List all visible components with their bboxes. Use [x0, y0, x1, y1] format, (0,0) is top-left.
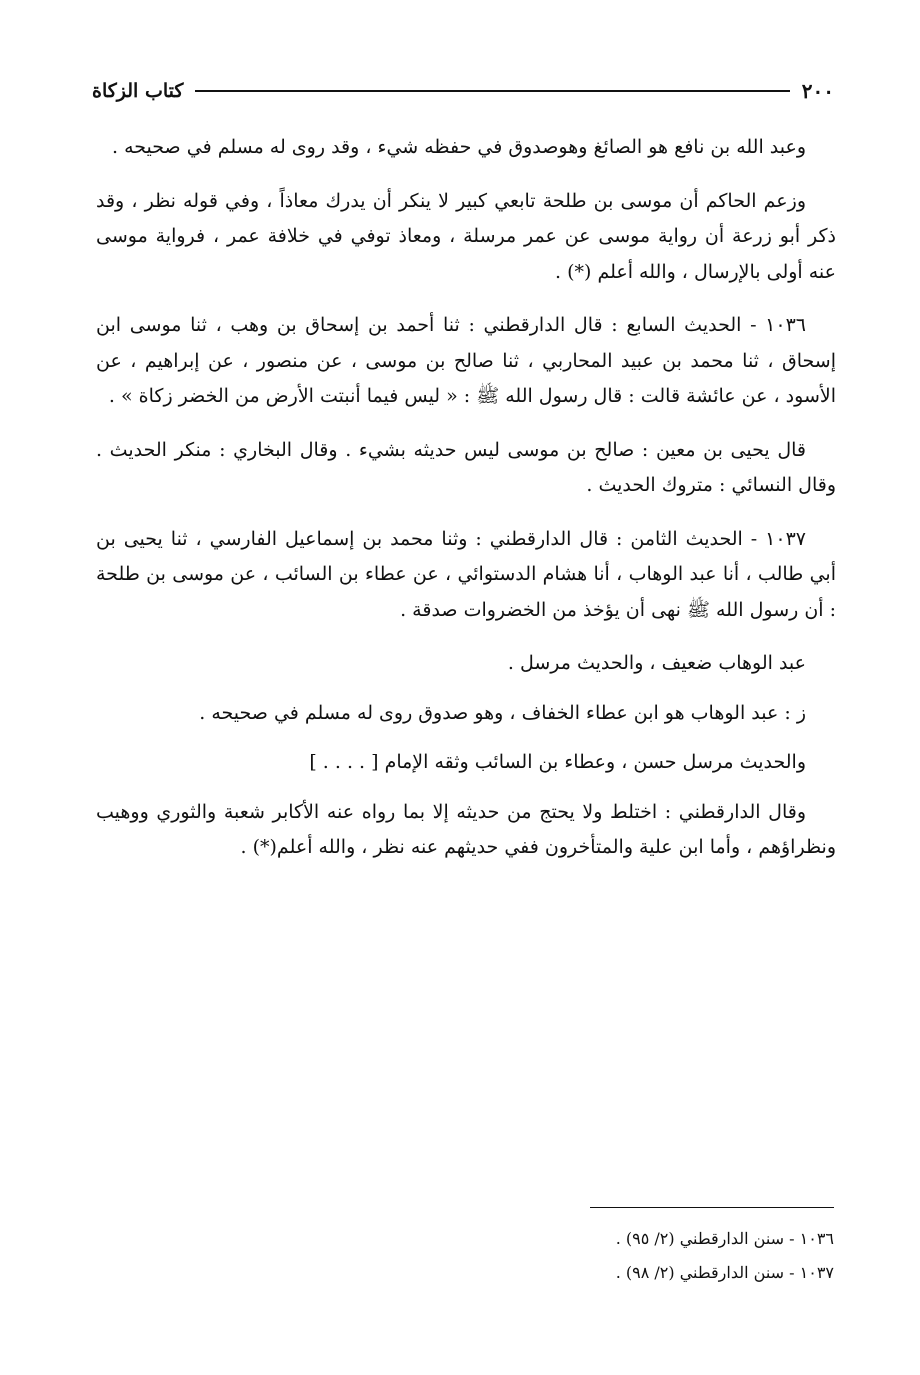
main-text [96, 130, 836, 884]
footnote-1036: ١٠٣٦ - سنن الدارقطني (٢/ ٩٥) . [615, 1229, 834, 1248]
paragraph-yahya-ibn-main: قال يحيى بن معين : صالح بن موسى ليس حديثه بشيء . وقال البخاري : منكر الحديث . وقال النسائي : متروك الحديث . [96, 438, 836, 496]
running-header [92, 76, 834, 106]
header-rule [195, 90, 789, 92]
footnote-rule [590, 1207, 834, 1208]
paragraph-narrator-note: وعبد الله بن نافع هو الصائغ وهوصدوق في حفظه شيء ، وقد روى له مسلم في صحيحه . [112, 136, 806, 158]
paragraph-zay-note: ز : عبد الوهاب هو ابن عطاء الخفاف ، وهو صدوق روى له مسلم في صحيحه . [199, 701, 806, 724]
footnotes [334, 1222, 834, 1290]
paragraph-hakim-claim: وزعم الحاكم أن موسى بن طلحة تابعي كبير لا ينكر أن يدرك معاذاً ، وفي قوله نظر ، وقد ذكر أبو زرعة أن رواية موسى عن عمر مرسلة ، ومعاذ توفي في خلافة عمر ، فرواية موسى عنه أولى بالإرسال ، والله أعلم (*) . [96, 189, 836, 283]
paragraph-daraqutni-ikhtilat: وقال الدارقطني : اختلط ولا يحتج من حديثه إلا بما رواه عنه الأكابر شعبة والثوري ووهيب ونظراؤهم ، وأما ابن علية والمتأخرون ففي حديثهم عنه نظر ، والله أعلم(*) . [96, 800, 836, 858]
paragraph-mursal-hasan: والحديث مرسل حسن ، وعطاء بن السائب وثقه الإمام [ . . . . ] [309, 751, 806, 773]
paragraph-abd-al-wahhab-weak: عبد الوهاب ضعيف ، والحديث مرسل . [507, 652, 806, 674]
page-number: ٢٠٠ [801, 79, 834, 103]
book-title: كتاب الزكاة [92, 80, 184, 102]
paragraph-hadith-1036: ١٠٣٦ - الحديث السابع : قال الدارقطني : ثنا أحمد بن إسحاق بن وهب ، ثنا موسى ابن إسحاق ، ثنا محمد بن عبيد المحاربي ، ثنا صالح بن موسى ، عن منصور ، عن إبراهيم ، عن الأسود ، عن عائشة قالت : قال رسول الله ﷺ : « ليس فيما أنبتت الأرض من الخضر زكاة » . [96, 314, 836, 407]
paragraph-hadith-1037: ١٠٣٧ - الحديث الثامن : قال الدارقطني : وثنا محمد بن إسماعيل الفارسي ، ثنا يحيى بن أبي طالب ، أنا عبد الوهاب ، أنا هشام الدستوائي ، عن عطاء بن السائب ، عن موسى بن طلحة : أن رسول الله ﷺ نهى أن يؤخذ من الخضروات صدقة . [96, 527, 836, 621]
footnote-1037: ١٠٣٧ - سنن الدارقطني (٢/ ٩٨) . [615, 1263, 834, 1282]
